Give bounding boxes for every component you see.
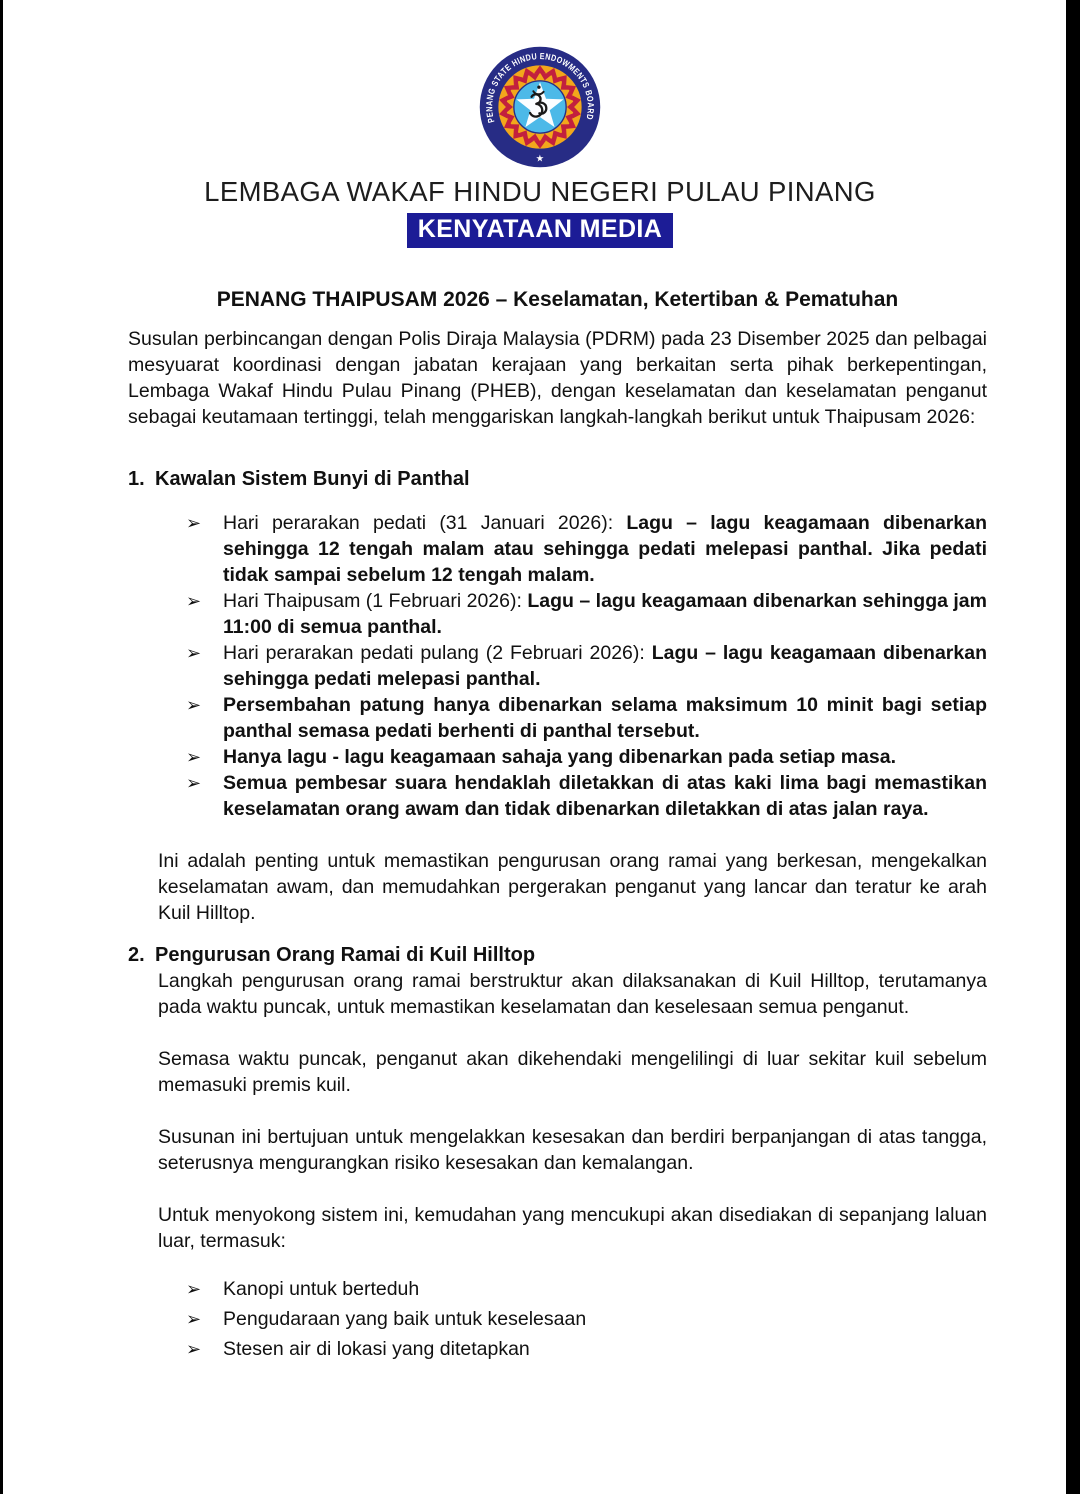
arrow-bullet-icon: ➢ (186, 591, 202, 611)
section-2-crowd-management (128, 942, 987, 1364)
arrow-bullet-icon: ➢ (186, 1339, 202, 1359)
section-1-number: 1. (128, 468, 145, 490)
arrow-bullet-icon: ➢ (186, 643, 202, 663)
list-item (128, 770, 987, 822)
media-statement-banner: KENYATAAN MEDIA (407, 213, 673, 248)
pheb-logo (478, 45, 602, 169)
bullet-text: Hari perarakan pedati pulang (2 Februari 2026): Lagu – lagu keagamaan dibenarkan sehingga pedati melepasi panthal. (223, 642, 987, 690)
document-header (0, 0, 1080, 248)
arrow-bullet-icon: ➢ (186, 695, 202, 715)
headline: PENANG THAIPUSAM 2026 – Keselamatan, Ketertiban & Pematuhan (216, 288, 899, 311)
list-item (128, 588, 987, 640)
paragraph: Semasa waktu puncak, penganut akan dikehendaki mengelilingi di luar sekitar kuil sebelum memasuki premis kuil. (158, 1048, 987, 1096)
bullet-text: Hari Thaipusam (1 Februari 2026): Lagu – lagu keagamaan dibenarkan sehingga jam 11:00 di semua panthal. (223, 590, 987, 638)
logo-ring-text: PENANG STATE HINDU ENDOWMENTS BOARD (484, 50, 596, 124)
org-title: LEMBAGA WAKAF HINDU NEGERI PULAU PINANG (204, 176, 876, 207)
bullet-text: Pengudaraan yang baik untuk keselesaan (223, 1308, 587, 1330)
list-item (128, 692, 987, 744)
intro-paragraph: Susulan perbincangan dengan Polis Diraja Malaysia (PDRM) pada 23 Disember 2025 dan pelbagai mesyuarat koordinasi dengan jabatan kerajaan yang berkaitan serta pihak berkepentingan, Lembaga Wakaf Hindu Pulau Pinang (PHEB), dengan keselamatan dan keselamatan penganut sebagai keutamaan tertinggi, telah menggariskan langkah-langkah berikut untuk Thaipusam 2026: (128, 328, 987, 428)
scan-edge-left (0, 0, 3, 1494)
section-1-closing-paragraph: Ini adalah penting untuk memastikan pengurusan orang ramai yang berkesan, mengekalkan keselamatan awam, dan memudahkan pergerakan penganut yang lancar dan teratur ke arah Kuil Hilltop. (158, 850, 987, 924)
bullet-text: Kanopi untuk berteduh (223, 1278, 420, 1300)
bullet-text: Persembahan patung hanya dibenarkan selama maksimum 10 minit bagi setiap panthal semasa pedati berhenti di panthal tersebut. (223, 694, 987, 742)
section-2-number: 2. (128, 944, 145, 966)
arrow-bullet-icon: ➢ (186, 1309, 202, 1329)
list-item (128, 1334, 987, 1364)
section-1-sound-control (128, 466, 987, 926)
bullet-text: Hari perarakan pedati (31 Januari 2026): Lagu – lagu keagamaan dibenarkan sehingga 12 tengah malam atau sehingga pedati melepasi panthal. Jika pedati tidak sampai sebelum 12 tengah malam. (223, 512, 987, 586)
bullet-text: Semua pembesar suara hendaklah diletakkan di atas kaki lima bagi memastikan keselamatan orang awam dan tidak dibenarkan diletakkan di atas jalan raya. (223, 772, 987, 820)
document-body (128, 287, 987, 1364)
arrow-bullet-icon: ➢ (186, 747, 202, 767)
bullet-text: Stesen air di lokasi yang ditetapkan (223, 1338, 530, 1360)
list-item (128, 510, 987, 588)
list-item (128, 744, 987, 770)
logo-bottom-star-icon: ★ (535, 153, 545, 165)
section-1-title: Kawalan Sistem Bunyi di Panthal (155, 468, 470, 490)
arrow-bullet-icon: ➢ (186, 513, 202, 533)
list-item (128, 640, 987, 692)
arrow-bullet-icon: ➢ (186, 1279, 202, 1299)
paragraph: Untuk menyokong sistem ini, kemudahan yang mencukupi akan disediakan di sepanjang laluan luar, termasuk: (158, 1204, 987, 1252)
scan-edge-right (1066, 0, 1080, 1494)
arrow-bullet-icon: ➢ (186, 773, 202, 793)
section-2-bullet-list (128, 1274, 987, 1364)
paragraph: Langkah pengurusan orang ramai berstruktur akan dilaksanakan di Kuil Hilltop, terutamanya pada waktu puncak, untuk memastikan keselamatan dan keselesaan semua penganut. (158, 970, 987, 1018)
bullet-text: Hanya lagu - lagu keagamaan sahaja yang dibenarkan pada setiap masa. (223, 746, 897, 768)
list-item (128, 1304, 987, 1334)
paragraph: Susunan ini bertujuan untuk mengelakkan kesesakan dan berdiri berpanjangan di atas tangga, seterusnya mengurangkan risiko kesesakan dan kemalangan. (158, 1126, 987, 1174)
section-1-heading (128, 466, 987, 492)
section-1-bullet-list (128, 510, 987, 822)
section-2-title: Pengurusan Orang Ramai di Kuil Hilltop (155, 944, 536, 966)
list-item (128, 1274, 987, 1304)
section-2-heading (128, 942, 987, 968)
